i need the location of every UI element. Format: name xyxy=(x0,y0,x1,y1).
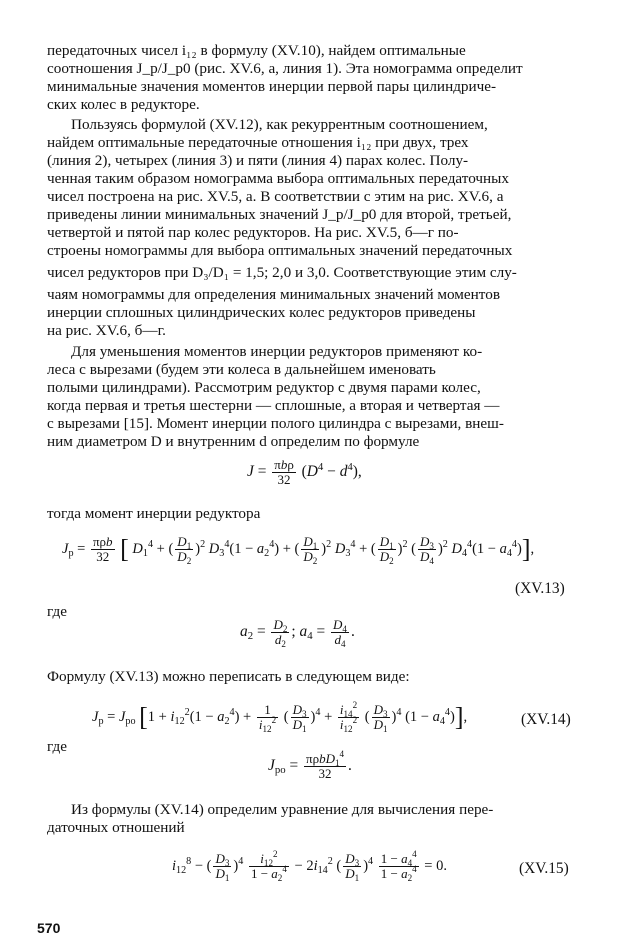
text-line: чисел построена на рис. XV.5, а. В соответствии с этим на рис. XV.6, а xyxy=(47,188,504,205)
text-line: на рис. XV.6, б—г. xyxy=(47,322,166,339)
text-line: с вырезами [15]. Момент инерции полого цилиндра с вырезами, внеш- xyxy=(47,415,504,432)
text-line: передаточных чисел i₁₂ в формулу (XV.10), найдем оптимальные xyxy=(47,42,466,59)
text-line: полыми цилиндрами). Рассмотрим редуктор с двумя парами колес, xyxy=(47,379,481,396)
text-line: тогда момент инерции редуктора xyxy=(47,505,261,522)
label-where: где xyxy=(47,603,67,620)
equation-number: (XV.13) xyxy=(515,580,565,597)
text-line: чаям номограммы для определения минимальных значений моментов xyxy=(47,286,500,303)
text-line: когда первая и третья шестерни — сплошные, а вторая и четвертая — xyxy=(47,397,500,414)
text-line: ченная таким образом номограмма выбора оптимальных передаточных xyxy=(47,170,509,187)
equation-number: (XV.15) xyxy=(519,860,569,877)
text-line: леса с вырезами (будем эти колеса в дальнейшем именовать xyxy=(47,361,436,378)
text-line: строены номограммы для выбора оптимальных значений передаточных xyxy=(47,242,513,259)
text-line: Из формулы (XV.14) определим уравнение для вычисления пере- xyxy=(71,801,494,818)
label-where: где xyxy=(47,738,67,755)
text-line: Для уменьшения моментов инерции редукторов применяют ко- xyxy=(71,343,483,360)
formula-j-po: $J_{ро}$ = $\frac{\pi\rho bD_1^4}{32}$ . xyxy=(268,749,352,781)
text-line: найдем оптимальные передаточные отношения i₁₂ при двух, трех xyxy=(47,134,469,151)
formula-xv-15: $i_{12}^8$ − ( $\frac{D_3}{D_1}$ )$^4$ $\frac{i_{12}^2}{1 - a_2^4}$ − $2i_{14}^2$ ( $\frac{D_3}{D_1}$ )$^4$ $\frac{1 - a_4^4}{1 - a_2^4}$ = 0. xyxy=(172,849,447,883)
text-line: приведены линии минимальных значений J_p/J_p0 для второй, третьей, xyxy=(47,206,512,223)
text-line: Формулу (XV.13) можно переписать в следующем виде: xyxy=(47,668,410,685)
text-line: Пользуясь формулой (XV.12), как рекуррентным соотношением, xyxy=(71,116,488,133)
formula-xv-13: $J_р$ = $\frac{\text{πρb}}{32}$ [ $D_1^4$ + ( $\frac{D_1}{D_2}$ )$^2$ $D_3^4(1 - a_2^4)$ + ( $\frac{D_1}{D_2}$ )$^2$ $D_3^4$ + ( $\frac{D_1}{D_2}$ )$^2$ ( $\frac{D_3}{D_4}$ )$^2$ $D_4^4(1 - a_4^4)$], xyxy=(62,534,535,566)
text-line: четвертой и пятой пар колес редукторов. На рис. XV.5, б—г по- xyxy=(47,224,459,241)
text-line: соотношения J_p/J_p0 (рис. XV.6, а, линия 1). Эта номограмма определит xyxy=(47,60,523,77)
text-line: минимальные значения моментов инерции первой пары цилиндриче- xyxy=(47,78,497,95)
formula-a-ratios: $a_2$ = $\frac{D_2}{d_2}$ ; $a_4$ = $\frac{D_4}{d_4}$ . xyxy=(240,617,355,649)
equation-number: (XV.14) xyxy=(521,711,571,728)
text-line: даточных отношений xyxy=(47,819,185,836)
text-line: (линия 2), четырех (линия 3) и пяти (линия 4) парах колес. Полу- xyxy=(47,152,469,169)
text-line: ских колес в редукторе. xyxy=(47,96,200,113)
text-line: ним диаметром D и внутренним d определим по формуле xyxy=(47,433,420,450)
page-number: 570 xyxy=(37,920,61,936)
text-line: чисел редукторов при D₃/D₁ = 1,5; 2,0 и 3,0. Соответствующие этим слу- xyxy=(47,264,517,281)
formula-xv-14: $J_р = J_{ро}$ [$1 + i_{12}^2(1 - a_2^4)$ + $\frac{1}{i_{12}^2}$ ( $\frac{D_3}{D_1}$ )$^4$ + $\frac{i_{14}^2}{i_{12}^2}$ ( $\frac{D_3}{D_1}$ )$^4$ $(1 - a_4^4)$], xyxy=(92,700,468,734)
text-line: инерции сплошных цилиндрических колес редукторов приведены xyxy=(47,304,476,321)
formula-hollow-cylinder: J = $\frac{\text{πbρ}}{32}$ $(D^4 - d^4)$, xyxy=(247,457,362,487)
